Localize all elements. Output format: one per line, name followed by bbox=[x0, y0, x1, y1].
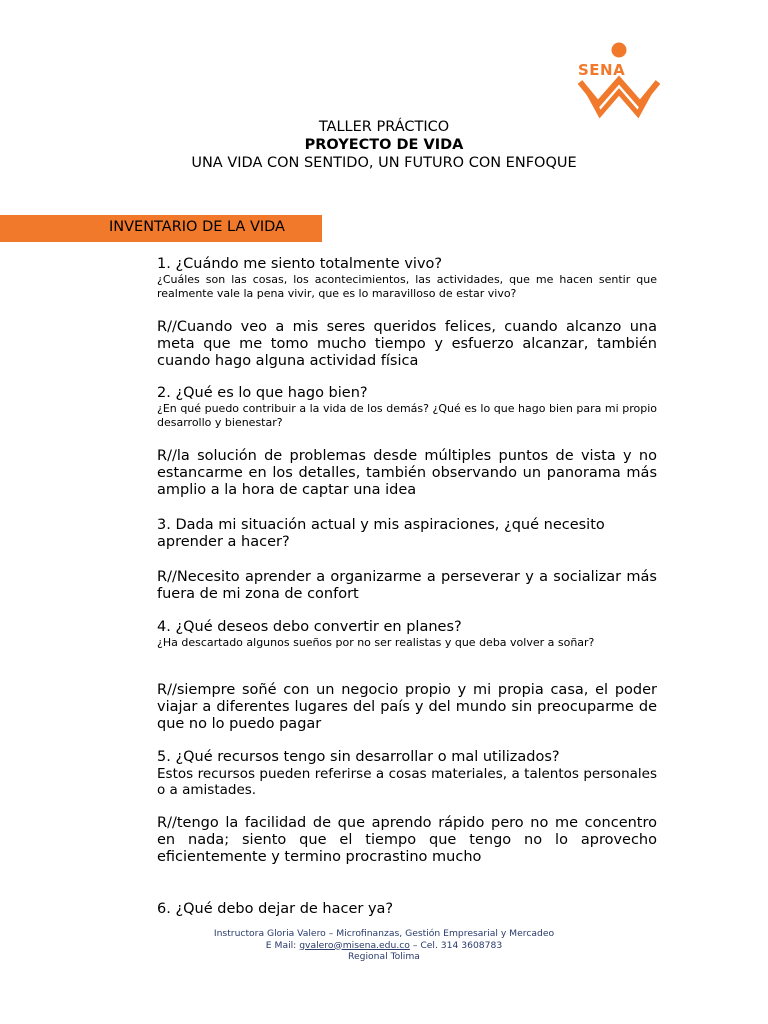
sena-logo bbox=[574, 42, 660, 120]
question-5: 5. ¿Qué recursos tengo sin desarrollar o mal utilizados? bbox=[157, 749, 560, 765]
question-block-3 bbox=[157, 517, 657, 551]
question-2-hint: ¿En qué puedo contribuir a la vida de los demás? ¿Qué es lo que hago bien para mi propio desarrollo y bienestar? bbox=[157, 402, 657, 429]
section-title: INVENTARIO DE LA VIDA bbox=[109, 219, 285, 235]
answer-4: R//siempre soñé con un negocio propio y mi propia casa, el poder viajar a diferentes lugares del país y del mundo sin preocuparme de que no lo puedo pagar bbox=[157, 682, 657, 732]
footer-region: Regional Tolima bbox=[348, 951, 420, 962]
header-line-2: PROYECTO DE VIDA bbox=[304, 137, 464, 153]
question-5-hint: Estos recursos pueden referirse a cosas materiales, a talentos personales o a amistades. bbox=[157, 766, 657, 798]
section-banner bbox=[0, 215, 322, 242]
header-line-1: TALLER PRÁCTICO bbox=[318, 119, 450, 135]
document-header bbox=[0, 118, 768, 172]
question-block-1 bbox=[157, 256, 657, 301]
question-block-2 bbox=[157, 385, 657, 430]
answer-2: R//la solución de problemas desde múltiples puntos de vista y no estancarme en los detalles, también observando un panorama más amplio a la hora de captar una idea bbox=[157, 448, 657, 498]
question-4-hint: ¿Ha descartado algunos sueños por no ser realistas y que deba volver a soñar? bbox=[157, 636, 595, 649]
sena-logo-graphic bbox=[574, 42, 660, 120]
footer-email-prefix: E Mail: bbox=[265, 939, 300, 951]
footer-phone: – Cel. 314 3608783 bbox=[409, 939, 503, 951]
question-6: 6. ¿Qué debo dejar de hacer ya? bbox=[157, 901, 394, 917]
logo-text: SENA bbox=[578, 61, 626, 79]
page-footer bbox=[0, 928, 768, 963]
question-4: 4. ¿Qué deseos debo convertir en planes? bbox=[157, 619, 462, 635]
footer-contact bbox=[0, 940, 768, 952]
question-1: 1. ¿Cuándo me siento totalmente vivo? bbox=[157, 256, 443, 272]
footer-instructor: Instructora Gloria Valero – Microfinanzas, Gestión Empresarial y Mercadeo bbox=[213, 928, 555, 939]
question-3: 3. Dada mi situación actual y mis aspiraciones, ¿qué necesito aprender a hacer? bbox=[157, 517, 605, 550]
answer-5: R//tengo la facilidad de que aprendo rápido pero no me concentro en nada; siento que el tiempo que tengo no lo aprovecho eficientemente y termino procrastino mucho bbox=[157, 815, 657, 865]
footer-email-link[interactable]: gvalero@misena.edu.co bbox=[299, 939, 410, 951]
question-2: 2. ¿Qué es lo que hago bien? bbox=[157, 385, 368, 401]
answer-3: R//Necesito aprender a organizarme a perseverar y a socializar más fuera de mi zona de confort bbox=[157, 569, 657, 602]
header-line-3: UNA VIDA CON SENTIDO, UN FUTURO CON ENFOQUE bbox=[191, 155, 577, 171]
question-1-hint: ¿Cuáles son las cosas, los acontecimientos, las actividades, que me hacen sentir que realmente vale la pena vivir, que es lo maravilloso de estar vivo? bbox=[157, 273, 657, 300]
question-block-4 bbox=[157, 619, 657, 650]
answer-1: R//Cuando veo a mis seres queridos felices, cuando alcanzo una meta que me tomo mucho tiempo y esfuerzo alcanzar, también cuando hago alguna actividad física bbox=[157, 319, 657, 369]
question-block-6 bbox=[157, 901, 657, 918]
question-block-5 bbox=[157, 749, 657, 798]
